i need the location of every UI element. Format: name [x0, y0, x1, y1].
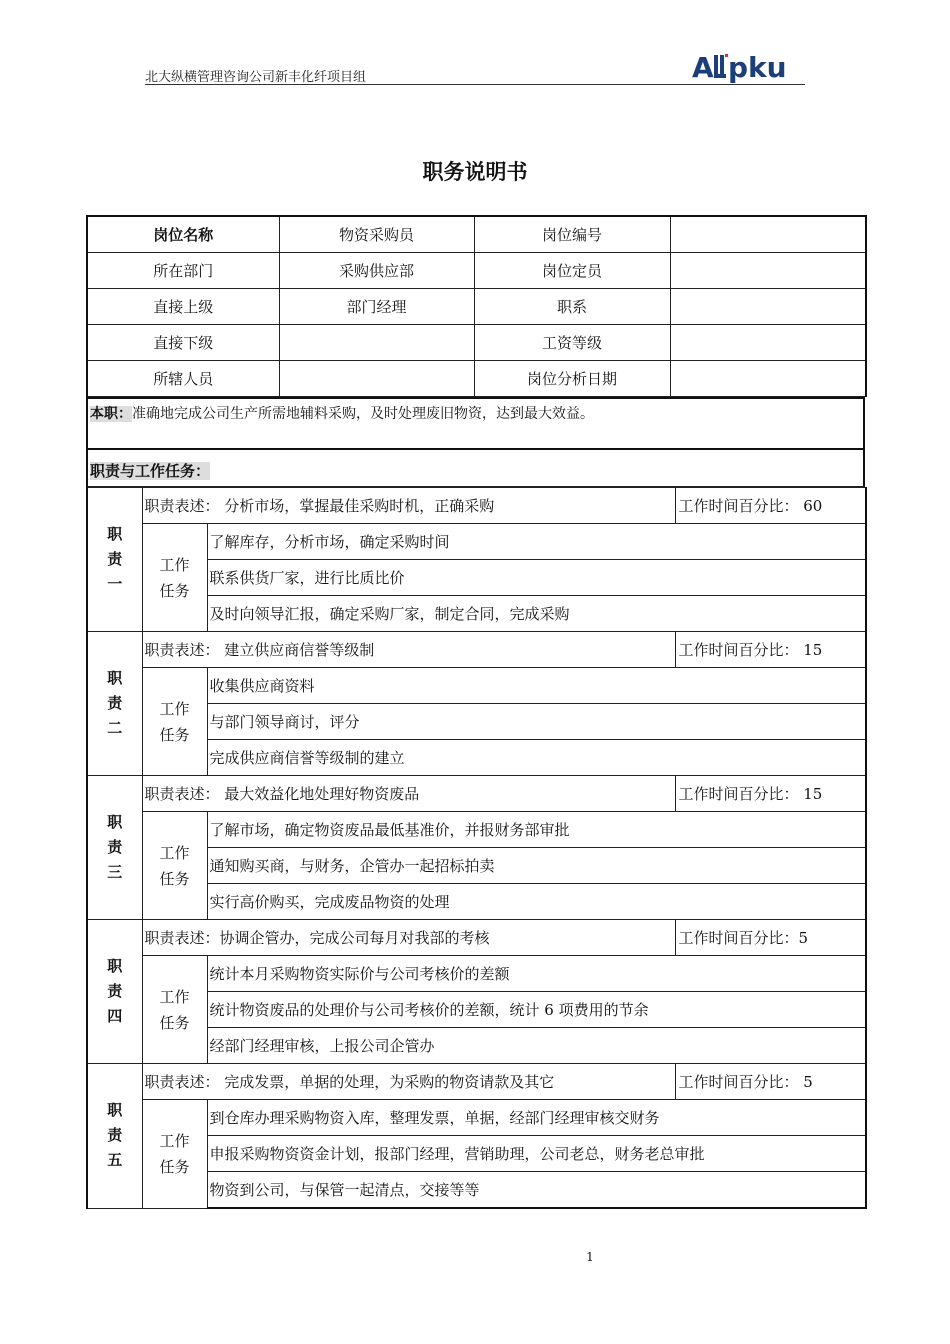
- info-label: 直接上级: [87, 289, 279, 325]
- duty-time-percent: 工作时间百分比： 15: [675, 776, 866, 812]
- duty-time-percent: 工作时间百分比： 60: [675, 488, 866, 524]
- task-item: 经部门经理审核，上报公司企管办: [207, 1028, 866, 1064]
- info-row: [87, 216, 866, 253]
- task-label: 工作 任务: [142, 956, 207, 1064]
- svg-text:A: A: [692, 51, 714, 84]
- task-item: 实行高价购买，完成废品物资的处理: [207, 884, 866, 920]
- info-value: 物资采购员: [279, 216, 474, 253]
- info-label: 工资等级: [474, 325, 670, 361]
- task-item: 与部门领导商讨，评分: [207, 704, 866, 740]
- task-row: [87, 668, 866, 704]
- task-row: [87, 956, 866, 992]
- header-company: 北大纵横管理咨询公司新丰化纤项目组: [145, 70, 367, 85]
- info-row: [87, 325, 866, 361]
- info-label: 岗位定员: [474, 253, 670, 289]
- info-label: 所在部门: [87, 253, 279, 289]
- summary-text: 准确地完成公司生产所需地辅料采购，及时处理废旧物资，达到最大效益。: [132, 406, 594, 422]
- info-value: [279, 325, 474, 361]
- duty-time-percent: 工作时间百分比： 5: [675, 1064, 866, 1100]
- task-item: 及时向领导汇报，确定采购厂家，制定合同，完成采购: [207, 596, 866, 632]
- task-row: [87, 812, 866, 848]
- header-rule: [145, 84, 805, 85]
- page-title: 职务说明书: [422, 160, 528, 184]
- duty-name: 职 责 五: [87, 1064, 142, 1209]
- task-item: 通知购买商，与财务，企管办一起招标拍卖: [207, 848, 866, 884]
- task-item: 统计物资废品的处理价与公司考核价的差额，统计 6 项费用的节余: [207, 992, 866, 1028]
- task-item: 统计本月采购物资实际价与公司考核价的差额: [207, 956, 866, 992]
- info-label: 直接下级: [87, 325, 279, 361]
- duty-description: 职责表述： 建立供应商信誉等级制: [142, 632, 675, 668]
- duties-table: [86, 487, 867, 1209]
- duty-name: 职 责 一: [87, 488, 142, 632]
- svg-text:pku: pku: [728, 51, 787, 84]
- position-info-table: [86, 215, 867, 397]
- task-item: 了解市场，确定物资废品最低基准价，并报财务部审批: [207, 812, 866, 848]
- duty-description: 职责表述： 完成发票，单据的处理，为采购的物资请款及其它: [142, 1064, 675, 1100]
- info-row: [87, 361, 866, 397]
- info-value: [670, 253, 866, 289]
- task-item: 联系供货厂家，进行比质比价: [207, 560, 866, 596]
- info-label: 职系: [474, 289, 670, 325]
- task-item: 了解库存，分析市场，确定采购时间: [207, 524, 866, 560]
- info-row: [87, 253, 866, 289]
- info-label: 岗位名称: [87, 216, 279, 253]
- duty-description: 职责表述： 最大效益化地处理好物资废品: [142, 776, 675, 812]
- info-value: 采购供应部: [279, 253, 474, 289]
- info-label: 岗位分析日期: [474, 361, 670, 397]
- duty-description: 职责表述：协调企管办，完成公司每月对我部的考核: [142, 920, 675, 956]
- task-label: 工作 任务: [142, 1100, 207, 1209]
- duty-description-row: [87, 776, 866, 812]
- task-label: 工作 任务: [142, 668, 207, 776]
- duty-description-row: [87, 920, 866, 956]
- duty-description-row: [87, 632, 866, 668]
- task-row: [87, 524, 866, 560]
- duty-name: 职 责 二: [87, 632, 142, 776]
- duties-heading: 职责与工作任务：: [90, 462, 211, 480]
- info-label: 所辖人员: [87, 361, 279, 397]
- task-row: [87, 1100, 866, 1136]
- info-value: [670, 325, 866, 361]
- duty-description-row: [87, 488, 866, 524]
- info-value: [670, 361, 866, 397]
- info-label: 岗位编号: [474, 216, 670, 253]
- task-item: 完成供应商信誉等级制的建立: [207, 740, 866, 776]
- duty-description-row: [87, 1064, 866, 1100]
- info-value: [670, 289, 866, 325]
- page-number: 1: [586, 1250, 594, 1264]
- allpku-logo: [692, 50, 807, 84]
- task-item: 物资到公司，与保管一起清点，交接等等: [207, 1172, 866, 1209]
- duty-name: 职 责 四: [87, 920, 142, 1064]
- info-row: [87, 289, 866, 325]
- info-value: [279, 361, 474, 397]
- duty-time-percent: 工作时间百分比： 15: [675, 632, 866, 668]
- duty-description: 职责表述： 分析市场，掌握最佳采购时机，正确采购: [142, 488, 675, 524]
- duty-name: 职 责 三: [87, 776, 142, 920]
- task-label: 工作 任务: [142, 812, 207, 920]
- task-label: 工作 任务: [142, 524, 207, 632]
- duties-heading-row: [86, 450, 865, 487]
- duty-time-percent: 工作时间百分比：5: [675, 920, 866, 956]
- task-item: 收集供应商资料: [207, 668, 866, 704]
- summary-label: 本职：: [90, 406, 132, 422]
- task-item: 申报采购物资资金计划，报部门经理，营销助理，公司老总，财务老总审批: [207, 1136, 866, 1172]
- info-value: [670, 216, 866, 253]
- info-value: 部门经理: [279, 289, 474, 325]
- job-summary: [86, 397, 865, 450]
- task-item: 到仓库办理采购物资入库，整理发票，单据，经部门经理审核交财务: [207, 1100, 866, 1136]
